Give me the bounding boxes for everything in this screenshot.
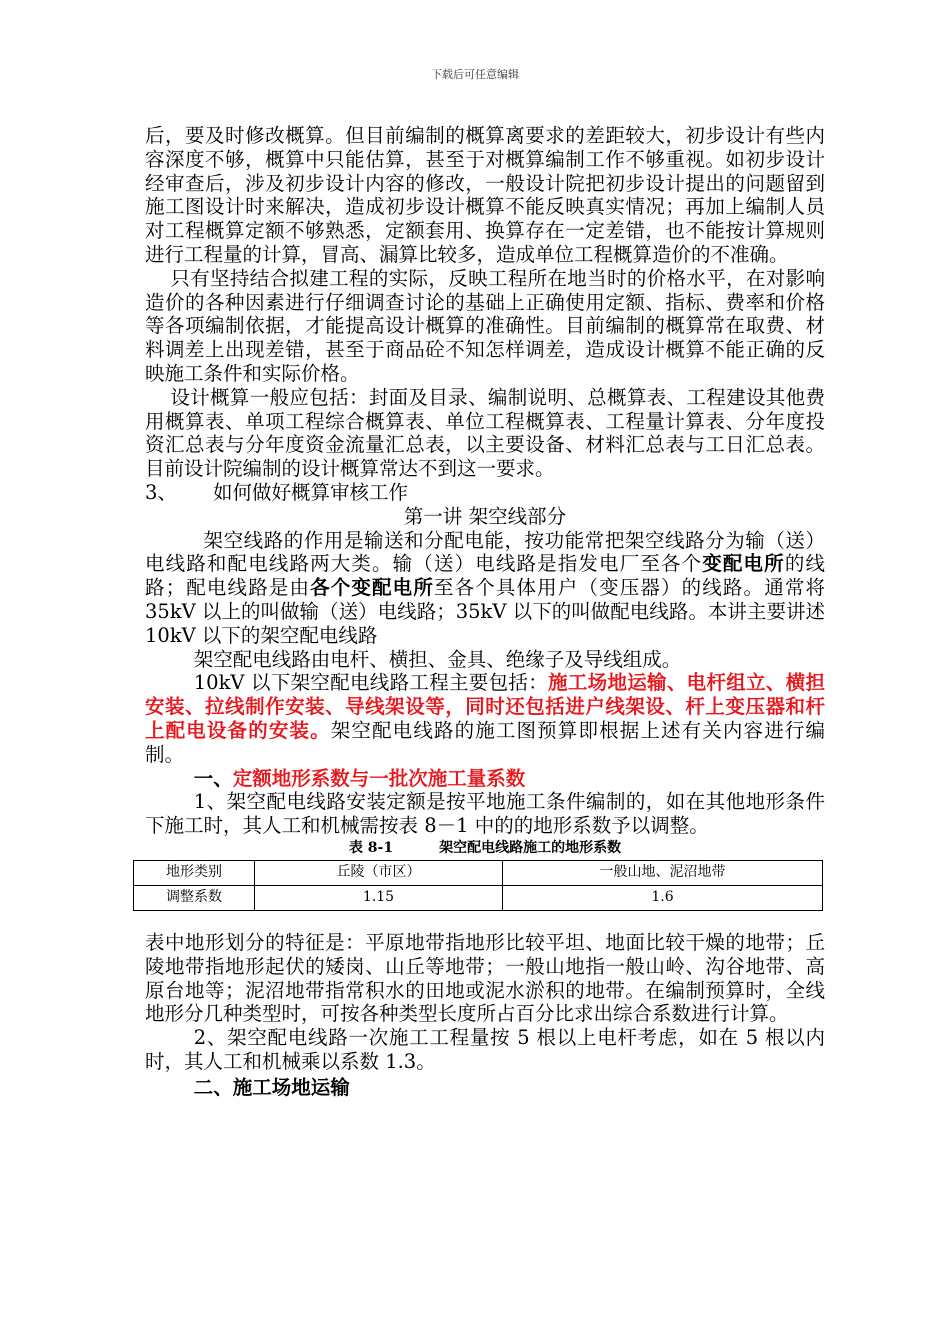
text-run: 10kV 以下架空配电线路工程主要包括：: [193, 671, 549, 695]
section-title: 定额地形系数与一批次施工量系数: [232, 766, 526, 790]
paragraph: 设计概算一般应包括：封面及目录、编制说明、总概算表、工程建设其他费用概算表、单项工程综合概算表、单位工程概算表、工程量计算表、分年度投资汇总表与分年度资金流量汇总表，以主要设备、材料汇总表与工日汇总表。目前设计院编制的设计概算常达不到这一要求。: [145, 385, 825, 481]
table-row: [134, 885, 823, 910]
paragraph: [145, 671, 825, 766]
section-heading: [145, 481, 825, 505]
table-caption: [145, 838, 825, 858]
section-number: 3、: [145, 480, 177, 504]
paragraph: 2、架空配电线路一次施工工程量按 5 根以上电杆考虑，如在 5 根以内时，其人工和机械乘以系数 1.3。: [145, 1026, 825, 1073]
paragraph: [145, 529, 825, 648]
bold-text: 变配电所: [702, 552, 785, 576]
paragraph: 1、架空配电线路安装定额是按平地施工条件编制的，如在其他地形条件下施工时，其人工和机械需按表 8－1 中的的地形系数予以调整。: [145, 790, 825, 838]
document-body: [145, 124, 825, 1099]
page-header: 下载后可任意编辑: [431, 68, 519, 81]
paragraph: 表中地形划分的特征是：平原地带指地形比较平坦、地面比较干燥的地带；丘陵地带指地形起伏的矮岗、山丘等地带；一般山地指一般山岭、沟谷地带、高原台地等；泥沼地带指常积水的田地或泥水淤积的地带。在编制预算时，全线地形分几种类型时，可按各种类型长度所占百分比求出综合系数进行计算。: [145, 930, 825, 1026]
section-number: 一、: [193, 766, 233, 790]
table-cell: 调整系数: [134, 885, 255, 910]
section-title: 如何做好概算审核工作: [213, 480, 409, 504]
table-number: 表 8-1: [348, 839, 394, 856]
bold-text: 各个变配电所: [310, 576, 434, 600]
terrain-coefficient-table: [133, 860, 823, 911]
text-run: 架空线路的作用是输送和分配电能，按功能常把架空线路分为输（送）电线路和配电线路两大类。输（送）电线路是指发电厂至各个: [145, 528, 825, 576]
table-cell: 1.15: [255, 885, 503, 910]
paragraph: 只有坚持结合拟建工程的实际，反映工程所在地当时的价格水平，在对影响造价的各种因素进行仔细调查讨论的基础上正确使用定额、指标、费率和价格等各项编制依据，才能提高设计概算的准确性。目前编制的概算常在取费、材料调差上出现差错，甚至于商品砼不知怎样调差，造成设计概算不能正确的反映施工条件和实际价格。: [145, 266, 825, 385]
text-run: 的线路；配电线路是由: [145, 552, 825, 600]
table-cell: 丘陵（市区）: [255, 860, 503, 885]
table-cell: 一般山地、泥沼地带: [503, 860, 823, 885]
paragraph: 后，要及时修改概算。但目前编制的概算离要求的差距较大，初步设计有些内容深度不够，概算中只能估算，甚至于对概算编制工作不够重视。如初步设计经审查后，涉及初步设计内容的修改，一般设计院把初步设计提出的问题留到施工图设计时来解决，造成初步设计概算不能反映真实情况；再加上编制人员对工程概算定额不够熟悉，定额套用、换算存在一定差错，也不能按计算规则进行工程量的计算，冒高、漏算比较多，造成单位工程概算造价的不准确。: [145, 124, 825, 266]
table-title: 架空配电线路施工的地形系数: [439, 839, 622, 856]
table-row: [134, 860, 823, 885]
section-heading: 二、施工场地运输: [193, 1075, 350, 1099]
table-cell: 1.6: [503, 885, 823, 910]
paragraph: 架空配电线路由电杆、横担、金具、绝缘子及导线组成。: [193, 647, 682, 671]
section-heading: [145, 767, 825, 791]
text-run: 架空配电线路的施工图预算即根据上述有关内容进行编制。: [145, 718, 825, 766]
table-cell: 地形类别: [134, 860, 255, 885]
red-emphasis-text: 施工场地运输、电杆组立、横担安装、拉线制作安装、导线架设等，同时还包括进户线架设、杆上变压器和杆上配电设备的安装。: [145, 671, 825, 742]
lecture-title: 第一讲 架空线部分: [403, 504, 567, 528]
text-run: 至各个具体用户（变压器）的线路。通常将 35kV 以上的叫做输（送）电线路；35kV 以下的叫做配电线路。本讲主要讲述 10kV 以下的架空配电线路: [145, 576, 825, 647]
